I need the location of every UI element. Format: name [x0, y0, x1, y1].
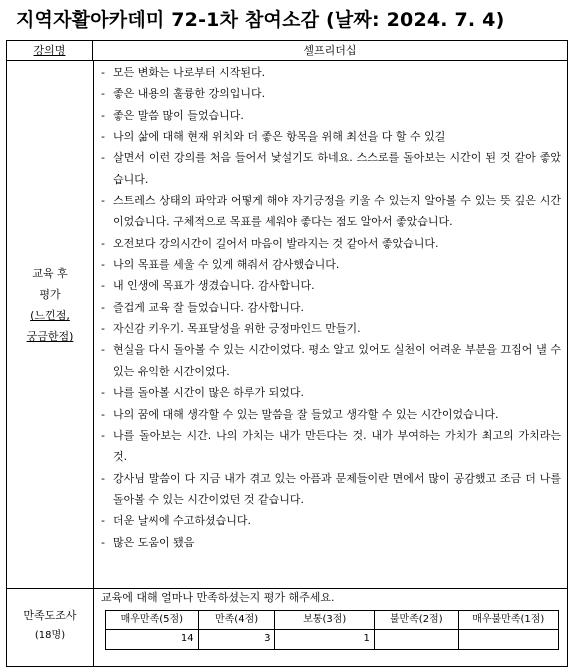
feedback-item: - 강사님 말씀이 다 지금 내가 겪고 있는 아픔과 문제들이란 면에서 많이 공감했고 조금 더 나를 돌아볼 수 있는 시간이었던 것 같습니다.	[99, 468, 561, 511]
page-title: 지역자활아카데미 72-1차 참여소감 (날짜: 2024. 7. 4)	[16, 9, 505, 31]
feedback-item: - 살면서 이런 강의를 처음 들어서 낯설기도 하네요. 스스로를 돌아보는 시간이 된 것 같아 좋았습니다.	[99, 147, 561, 190]
rating-header: 보통(3점)	[275, 611, 374, 630]
rating-header: 매우만족(5점)	[106, 611, 199, 630]
feedback-item: - 내 인생에 목표가 생겼습니다. 감사합니다.	[99, 275, 561, 296]
rating-header: 매우불만족(1점)	[459, 611, 558, 630]
header-lecture-name: 셀프리더십	[93, 41, 567, 61]
feedback-item: - 좋은 말씀 많이 들었습니다.	[99, 105, 561, 126]
feedback-item: - 현실을 다시 돌아볼 수 있는 시간이었다. 평소 알고 있어도 실천이 어려운 부분을 끄집어 낼 수 있는 유익한 시간이었다.	[99, 339, 561, 382]
satisfaction-question: 교육에 대해 얼마나 만족하셨는지 평가 해주세요.	[101, 591, 335, 604]
feedback-item: - 더운 날씨에 수고하셨습니다.	[99, 510, 561, 531]
rating-value: 1	[275, 630, 374, 649]
survey-table	[6, 40, 568, 667]
feedback-item: - 많은 도움이 됐음	[99, 532, 561, 553]
header-lecture-label: 강의명	[7, 41, 93, 61]
rating-value: 14	[106, 630, 199, 649]
feedback-item: - 나를 돌아볼 시간이 많은 하루가 되었다.	[99, 382, 561, 403]
feedback-item: - 좋은 내용의 훌륭한 강의입니다.	[99, 83, 561, 104]
rating-header: 만족(4점)	[199, 611, 276, 630]
feedback-item: - 나의 목표를 세울 수 있게 해줘서 감사했습니다.	[99, 254, 561, 275]
feedback-item: - 모든 변화는 나로부터 시작된다.	[99, 62, 561, 83]
rating-value	[459, 630, 558, 649]
rating-value	[375, 630, 459, 649]
feedback-list	[99, 62, 561, 553]
rating-header: 불만족(2점)	[375, 611, 459, 630]
feedback-item: - 오전보다 강의시간이 길어서 마음이 발라지는 것 같아서 좋았습니다.	[99, 233, 561, 254]
rating-table	[105, 610, 559, 650]
feedback-item: - 자신감 키우기. 목표달성을 위한 긍정마인드 만들기.	[99, 318, 561, 339]
satisfaction-label: 만족도조사 (18명)	[7, 606, 93, 646]
feedback-item: - 나의 꿈에 대해 생각할 수 있는 말씀을 잘 들었고 생각할 수 있는 시간이었습니다.	[99, 404, 561, 425]
rating-value: 3	[199, 630, 276, 649]
respondent-count: (18명)	[34, 630, 66, 641]
column-divider	[93, 61, 94, 666]
feedback-item: - 나의 삶에 대해 현재 위치와 더 좋은 항목을 위해 최선을 다 할 수 있길	[99, 126, 561, 147]
feedback-item: - 스트레스 상태의 파악과 어떻게 해야 자기긍정을 키울 수 있는지 알아볼 수 있는 뜻 깊은 시간이었습니다. 구체적으로 목표를 세워야 좋다는 점도 알아서 좋았습니다.	[99, 190, 561, 233]
feedback-item: - 나를 돌아보는 시간. 나의 가치는 내가 만든다는 것. 내가 부여하는 가치가 최고의 가치라는 것.	[99, 425, 561, 468]
evaluation-label: 교육 후 평가 (느낀점, 궁금한점)	[26, 267, 74, 343]
feedback-item: - 즐겁게 교육 잘 들었습니다. 감사합니다.	[99, 297, 561, 318]
